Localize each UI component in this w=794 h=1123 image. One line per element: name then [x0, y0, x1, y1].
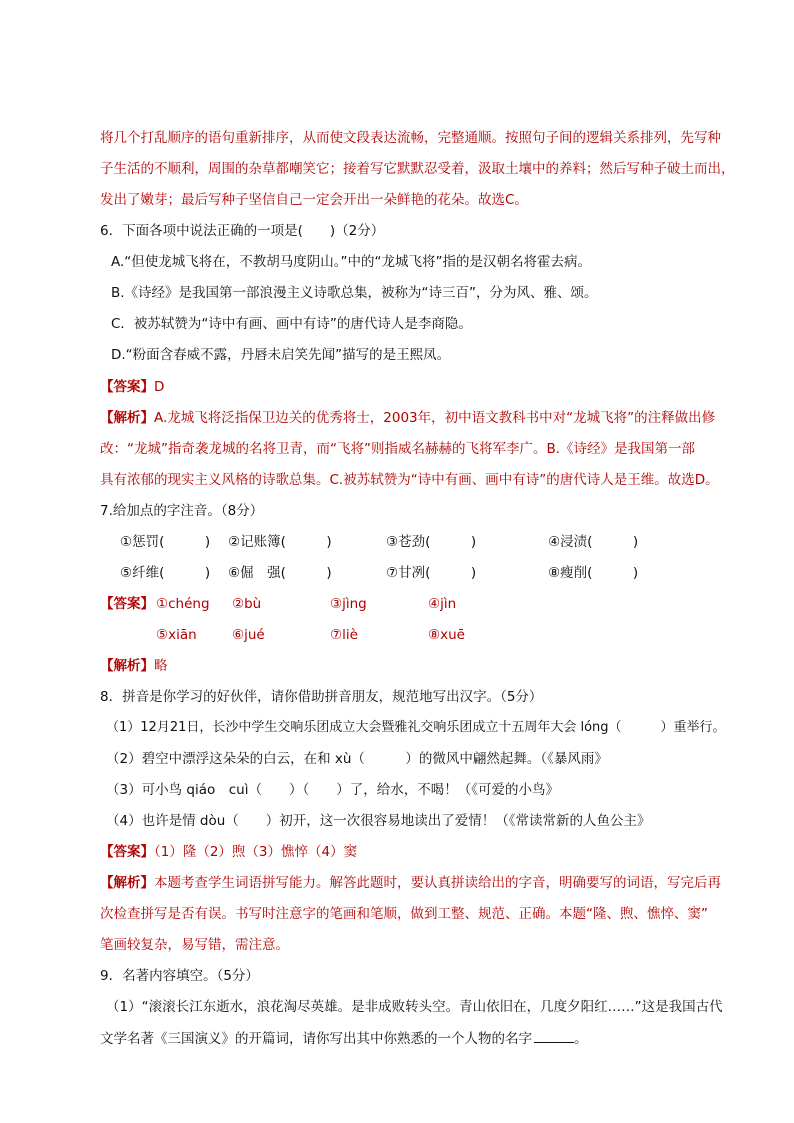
q7-item: ⑤纤维( ) [120, 565, 211, 581]
q6-analysis-text: A.龙城飞将泛指保卫边关的优秀将士，2003年，初中语文教科书中对“龙城飞将”的注释做出修 [154, 410, 716, 426]
q8-item-2: （2）碧空中漂浮这朵朵的白云，在和 xù（ ）的微风中翩然起舞。（《暴风雨》 [106, 751, 608, 767]
intro-line-1: 将几个打乱顺序的语句重新排序，从而使文段表达流畅，完整通顺。按照句子间的逻辑关系排列，先写种 [100, 130, 721, 146]
q7-analysis [100, 656, 168, 676]
q8-analysis-text: 本题考查学生词语拼写能力。解答此题时，要认真拼读给出的字音，明确要写的词语，写完后再 [154, 875, 721, 891]
q7-item: ②记账簿( ) [228, 534, 332, 550]
q9-item-1-end: 。 [574, 1031, 588, 1047]
q7-item: ③苍劲( ) [386, 534, 477, 550]
q8-analysis-line-3: 笔画较复杂，易写错，需注意。 [100, 937, 289, 953]
q9-item-1-text: 文学名著《三国演义》的开篇词，请你写出其中你熟悉的一个人物的名字 [100, 1031, 532, 1047]
q7-item: ⑥倔 强( ) [228, 565, 332, 581]
q7-answer-item: ④jìn [428, 596, 457, 612]
q6-analysis-line-2: 改：“龙城”指奇袭龙城的名将卫青，而“飞将”则指威名赫赫的飞将军李广。B.《诗经》是我国第一部 [100, 441, 696, 457]
q8-analysis-line-2: 次检查拼写是否有误。书写时注意字的笔画和笔顺，做到工整、规范、正确。本题“隆、煦、憔悴、窦” [100, 906, 708, 922]
q8-item-1: （1）12月21日，长沙中学生交响乐团成立大会暨雅礼交响乐团成立十五周年大会 lóng（ ）重举行。 [106, 720, 726, 735]
q8-analysis-line-1 [100, 873, 721, 893]
q8-item-3: （3）可小鸟 qiáo cuì（ ）（ ）了，给水，不喝！（《可爱的小鸟》 [106, 782, 559, 798]
q9-item-1-line-2 [100, 1028, 588, 1048]
q8-answer [100, 842, 357, 862]
q7-item: ⑧瘦削( ) [548, 565, 639, 581]
intro-line-2: 子生活的不顺利，周围的杂草都嘲笑它；接着写它默默忍受着，汲取土壤中的养料；然后写种子破土而出， [100, 161, 735, 177]
q7-answer-item: ⑥jué [232, 627, 265, 643]
q6-answer [100, 377, 164, 397]
q7-analysis-text: 略 [154, 658, 168, 674]
q7-answer-item: ②bù [232, 596, 262, 612]
q6-option-a: A.“但使龙城飞将在，不教胡马度阴山。”中的“龙城飞将”指的是汉朝名将霍去病。 [111, 254, 592, 270]
q7-answer-item: ①chéng [156, 596, 210, 612]
q6-analysis-line-3: 具有浓郁的现实主义风格的诗歌总集。C.被苏轼赞为“诗中有画、画中有诗”的唐代诗人是王维。故选D。 [100, 472, 719, 488]
q7-answer-item: ⑤xiān [156, 627, 197, 643]
q6-analysis-line-1 [100, 408, 715, 428]
q6-option-d: D.“粉面含春威不露，丹唇未启笑先闻”描写的是王熙凤。 [111, 347, 451, 363]
answer-tag: 【答案】 [100, 596, 154, 612]
q7-answer-item: ⑧xuē [428, 627, 465, 643]
analysis-tag: 【解析】 [100, 410, 154, 426]
analysis-tag: 【解析】 [100, 658, 154, 674]
q8-answer-value: （1）隆（2）煦（3）憔悴（4）窦 [154, 844, 358, 860]
q7-answer-item: ⑦liè [330, 627, 358, 643]
q7-answer-item: ③jìng [330, 596, 367, 612]
q9-stem: 9．名著内容填空。（5分） [100, 968, 259, 984]
q6-option-c: C．被苏轼赞为“诗中有画、画中有诗”的唐代诗人是李商隐。 [111, 316, 472, 332]
analysis-tag: 【解析】 [100, 875, 154, 891]
answer-blank [534, 1028, 574, 1043]
q6-answer-value: D [154, 379, 165, 395]
q6-option-b: B.《诗经》是我国第一部浪漫主义诗歌总集，被称为“诗三百”，分为风、雅、颂。 [111, 285, 598, 301]
q9-item-1-line-1: （1）“滚滚长江东逝水，浪花淘尽英雄。是非成败转头空。青山依旧在，几度夕阳红……”这是我国古代 [106, 999, 723, 1015]
answer-tag: 【答案】 [100, 844, 154, 860]
intro-line-3: 发出了嫩芽；最后写种子坚信自己一定会开出一朵鲜艳的花朵。故选C。 [100, 192, 528, 208]
q7-item: ⑦甘冽( ) [386, 565, 477, 581]
q8-item-4: （4）也许是情 dòu（ ）初开，这一次很容易地读出了爱情！（《常读常新的人鱼公主》 [106, 813, 651, 829]
q8-stem: 8．拼音是你学习的好伙伴，请你借助拼音朋友，规范地写出汉字。（5分） [100, 689, 543, 705]
answer-tag: 【答案】 [100, 379, 154, 395]
q6-stem: 6．下面各项中说法正确的一项是( )（2分） [100, 223, 385, 239]
q7-item: ①惩罚( ) [120, 534, 211, 550]
q7-item: ④浸渍( ) [548, 534, 639, 550]
q7-stem: 7.给加点的字注音。（8分） [100, 503, 264, 519]
